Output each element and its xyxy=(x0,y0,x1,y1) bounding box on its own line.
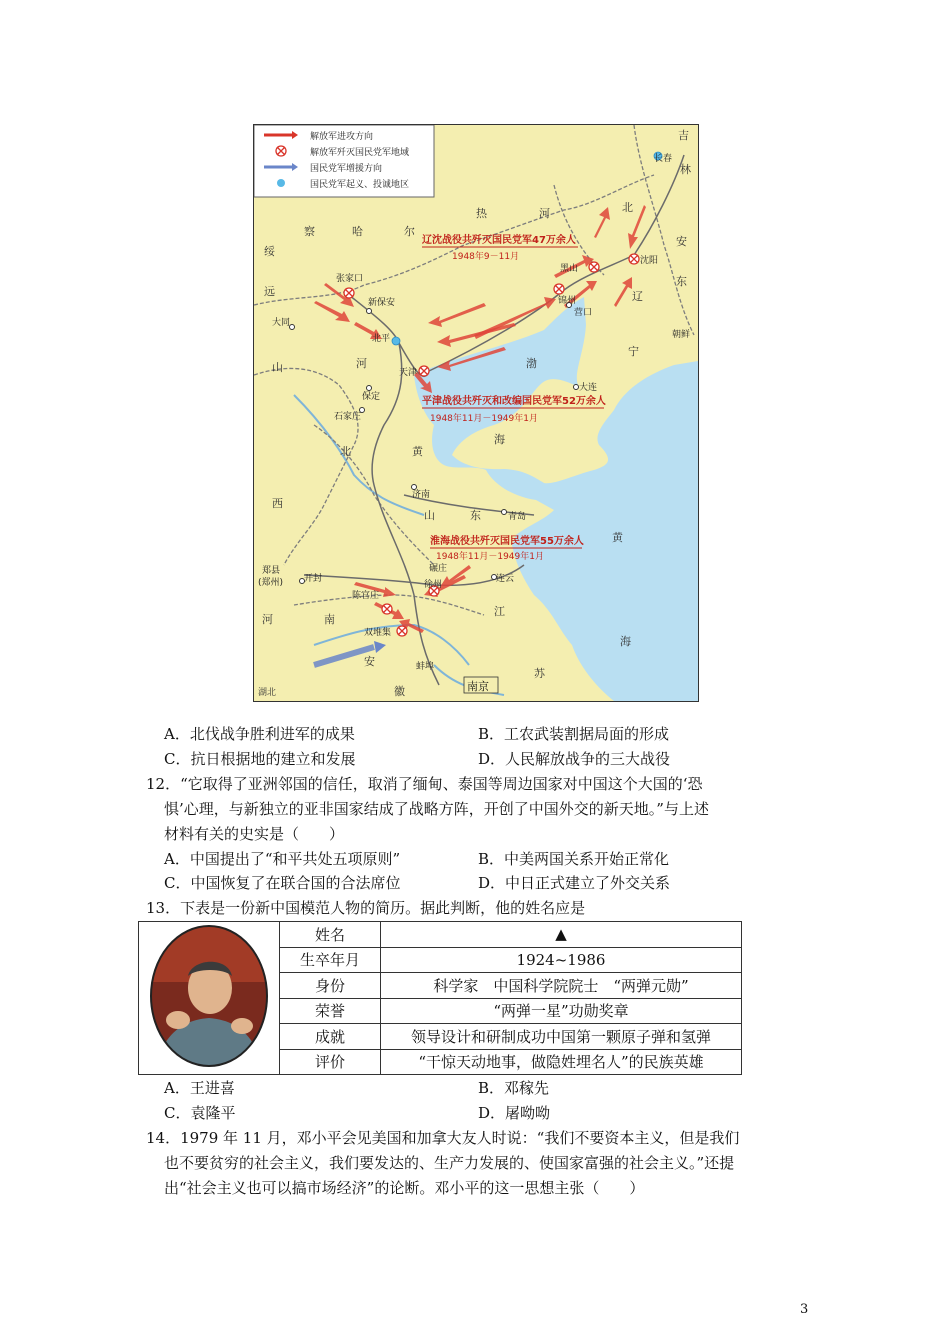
row-value-dates: 1924~1986 xyxy=(381,947,742,973)
q13-option-a[interactable]: A．王进喜 xyxy=(164,1079,235,1097)
region-jiang: 江 xyxy=(494,605,505,618)
legend-attack: 解放军进攻方向 xyxy=(310,132,374,142)
city-dalian: 大连 xyxy=(579,383,598,393)
region-hubei: 湖北 xyxy=(258,688,277,698)
q11-option-a[interactable]: A．北伐战争胜利进军的成果 xyxy=(164,725,355,743)
q14-stem-line1: 14．1979 年 11 月，邓小平会见美国和加拿大友人时说：“我们不要资本主义，但是我们 xyxy=(146,1129,740,1147)
row-label-evaluation: 评价 xyxy=(280,1049,381,1075)
portrait-photo xyxy=(139,922,280,1075)
region-anhui: 安 xyxy=(364,655,375,668)
pingjin-date: 1948年11月－1949年1月 xyxy=(430,414,538,424)
city-zhengxian: 郑县 xyxy=(262,566,281,576)
region-hai-sea: 海 xyxy=(620,635,631,648)
city-tianjin: 天津 xyxy=(399,368,418,378)
row-label-identity: 身份 xyxy=(280,973,381,999)
city-zhangjiakou: 张家口 xyxy=(336,274,364,284)
q13-option-d[interactable]: D．屠呦呦 xyxy=(478,1104,551,1122)
city-zhengzhou: (郑州) xyxy=(258,578,284,588)
region-bei2: 北 xyxy=(340,445,351,458)
city-jinan: 济南 xyxy=(412,490,431,500)
region-hui: 徽 xyxy=(394,685,405,698)
city-qingdao: 青岛 xyxy=(508,512,527,522)
legend-uprising: 国民党军起义、投诚地区 xyxy=(310,180,410,190)
city-datong: 大同 xyxy=(272,318,291,328)
huaihai-title: 淮海战役共歼灭国民党军55万余人 xyxy=(430,536,584,547)
city-chenguanzhuang: 陈官庄 xyxy=(352,591,380,601)
q11-option-c[interactable]: C．抗日根据地的建立和发展 xyxy=(164,750,356,768)
city-baoding: 保定 xyxy=(362,392,381,402)
row-value-honor: “两弹一星”功勋奖章 xyxy=(381,998,742,1024)
row-value-evaluation: “干惊天动地事，做隐姓埋名人”的民族英雄 xyxy=(381,1049,742,1075)
region-an: 安 xyxy=(676,235,687,248)
region-huang: 黄 xyxy=(412,445,423,458)
region-bei: 北 xyxy=(622,201,633,214)
page-number: 3 xyxy=(800,1302,809,1317)
region-he2: 河 xyxy=(356,357,367,370)
city-shenyang: 沈阳 xyxy=(640,256,659,266)
city-lianyun: 连云 xyxy=(496,574,515,584)
region-ha: 哈 xyxy=(352,225,363,238)
region-henan-he: 河 xyxy=(262,613,273,626)
city-nianzhuang: 碾庄 xyxy=(429,564,448,574)
region-ning: 宁 xyxy=(628,345,639,358)
legend-annihilate: 解放军歼灭国民党军地域 xyxy=(310,148,410,158)
q12-stem-line1: 12．“它取得了亚洲邻国的信任，取消了缅甸、泰国等周边国家对中国这个大国的‘恐 xyxy=(146,775,703,793)
q13-stem: 13．下表是一份新中国模范人物的简历。据此判断，他的姓名应是 xyxy=(146,899,586,917)
city-shijiazhuang: 石家庄 xyxy=(334,412,362,422)
region-dong: 东 xyxy=(676,275,687,288)
row-value-achievement: 领导设计和研制成功中国第一颗原子弹和氢弹 xyxy=(381,1024,742,1050)
city-nanjing: 南京 xyxy=(467,680,489,693)
q14-stem-line3: 出“社会主义也可以搞市场经济”的论断。邓小平的这一思想主张（ ） xyxy=(164,1179,645,1197)
liaoshen-title: 辽沈战役共歼灭国民党军47万余人 xyxy=(422,235,576,246)
city-heishan: 黑山 xyxy=(560,264,579,274)
region-shan: 山 xyxy=(272,361,283,374)
row-label-achievement: 成就 xyxy=(280,1024,381,1050)
region-huang-sea: 黄 xyxy=(612,531,623,544)
region-hai: 海 xyxy=(494,433,505,446)
city-shuangduiji: 双堆集 xyxy=(364,628,392,638)
city-chaoxian: 朝鲜 xyxy=(672,330,691,340)
region-bo: 渤 xyxy=(526,357,537,370)
region-lin: 林 xyxy=(680,163,691,176)
q13-option-c[interactable]: C．袁隆平 xyxy=(164,1104,236,1122)
region-liao: 辽 xyxy=(632,290,643,303)
region-shandong-shan: 山 xyxy=(424,509,435,522)
region-he: 河 xyxy=(539,207,550,220)
q13-option-b[interactable]: B．邓稼先 xyxy=(478,1079,550,1097)
region-sui: 绥 xyxy=(264,245,275,258)
q12-option-c[interactable]: C．中国恢复了在联合国的合法席位 xyxy=(164,874,401,892)
q12-option-d[interactable]: D．中日正式建立了外交关系 xyxy=(478,874,671,892)
city-xuzhou: 徐州 xyxy=(424,580,443,590)
region-nan: 南 xyxy=(324,613,335,626)
region-re: 热 xyxy=(476,207,487,220)
city-xinbaoan: 新保安 xyxy=(368,298,396,308)
q12-stem-line3: 材料有关的史实是（ ） xyxy=(164,825,345,843)
row-label-name: 姓名 xyxy=(280,922,381,948)
city-changchun: 长春 xyxy=(654,154,673,164)
city-jinzhou: 锦州 xyxy=(558,296,577,306)
row-value-identity: 科学家 中国科学院院士 “两弹元勋” xyxy=(381,973,742,999)
region-shandong-dong: 东 xyxy=(470,509,481,522)
region-xi: 西 xyxy=(272,497,283,510)
legend-reinforce: 国民党军增援方向 xyxy=(310,164,383,174)
region-su: 苏 xyxy=(534,667,545,680)
city-kaifeng: 开封 xyxy=(304,574,323,584)
region-yuan: 远 xyxy=(264,285,275,298)
region-ji: 吉 xyxy=(678,129,689,142)
region-er: 尔 xyxy=(404,225,415,238)
q12-option-b[interactable]: B．中美两国关系开始正常化 xyxy=(478,850,670,868)
huaihai-date: 1948年11月－1949年1月 xyxy=(436,552,544,562)
q12-option-a[interactable]: A．中国提出了“和平共处五项原则” xyxy=(164,850,401,868)
city-yingkou: 营口 xyxy=(574,308,593,318)
pingjin-title: 平津战役共歼灭和改编国民党军52万余人 xyxy=(422,396,606,407)
q12-stem-line2: 惧’心理，与新独立的亚非国家结成了战略方阵，开创了中国外交的新天地。”与上述 xyxy=(164,800,709,818)
region-cha: 察 xyxy=(304,225,315,238)
q14-stem-line2: 也不要贫穷的社会主义，我们要发达的、生产力发展的、使国家富强的社会主义。”还提 xyxy=(164,1154,735,1172)
row-value-name: ▲ xyxy=(381,922,742,948)
campaign-map xyxy=(253,124,699,702)
q11-option-b[interactable]: B．工农武装割据局面的形成 xyxy=(478,725,670,743)
city-beiping: 北平 xyxy=(372,334,391,344)
row-label-honor: 荣誉 xyxy=(280,998,381,1024)
q11-option-d[interactable]: D．人民解放战争的三大战役 xyxy=(478,750,671,768)
row-label-dates: 生卒年月 xyxy=(280,947,381,973)
resume-table xyxy=(138,921,742,1075)
liaoshen-date: 1948年9－11月 xyxy=(452,252,520,262)
city-bengbu: 蚌埠 xyxy=(416,662,435,672)
